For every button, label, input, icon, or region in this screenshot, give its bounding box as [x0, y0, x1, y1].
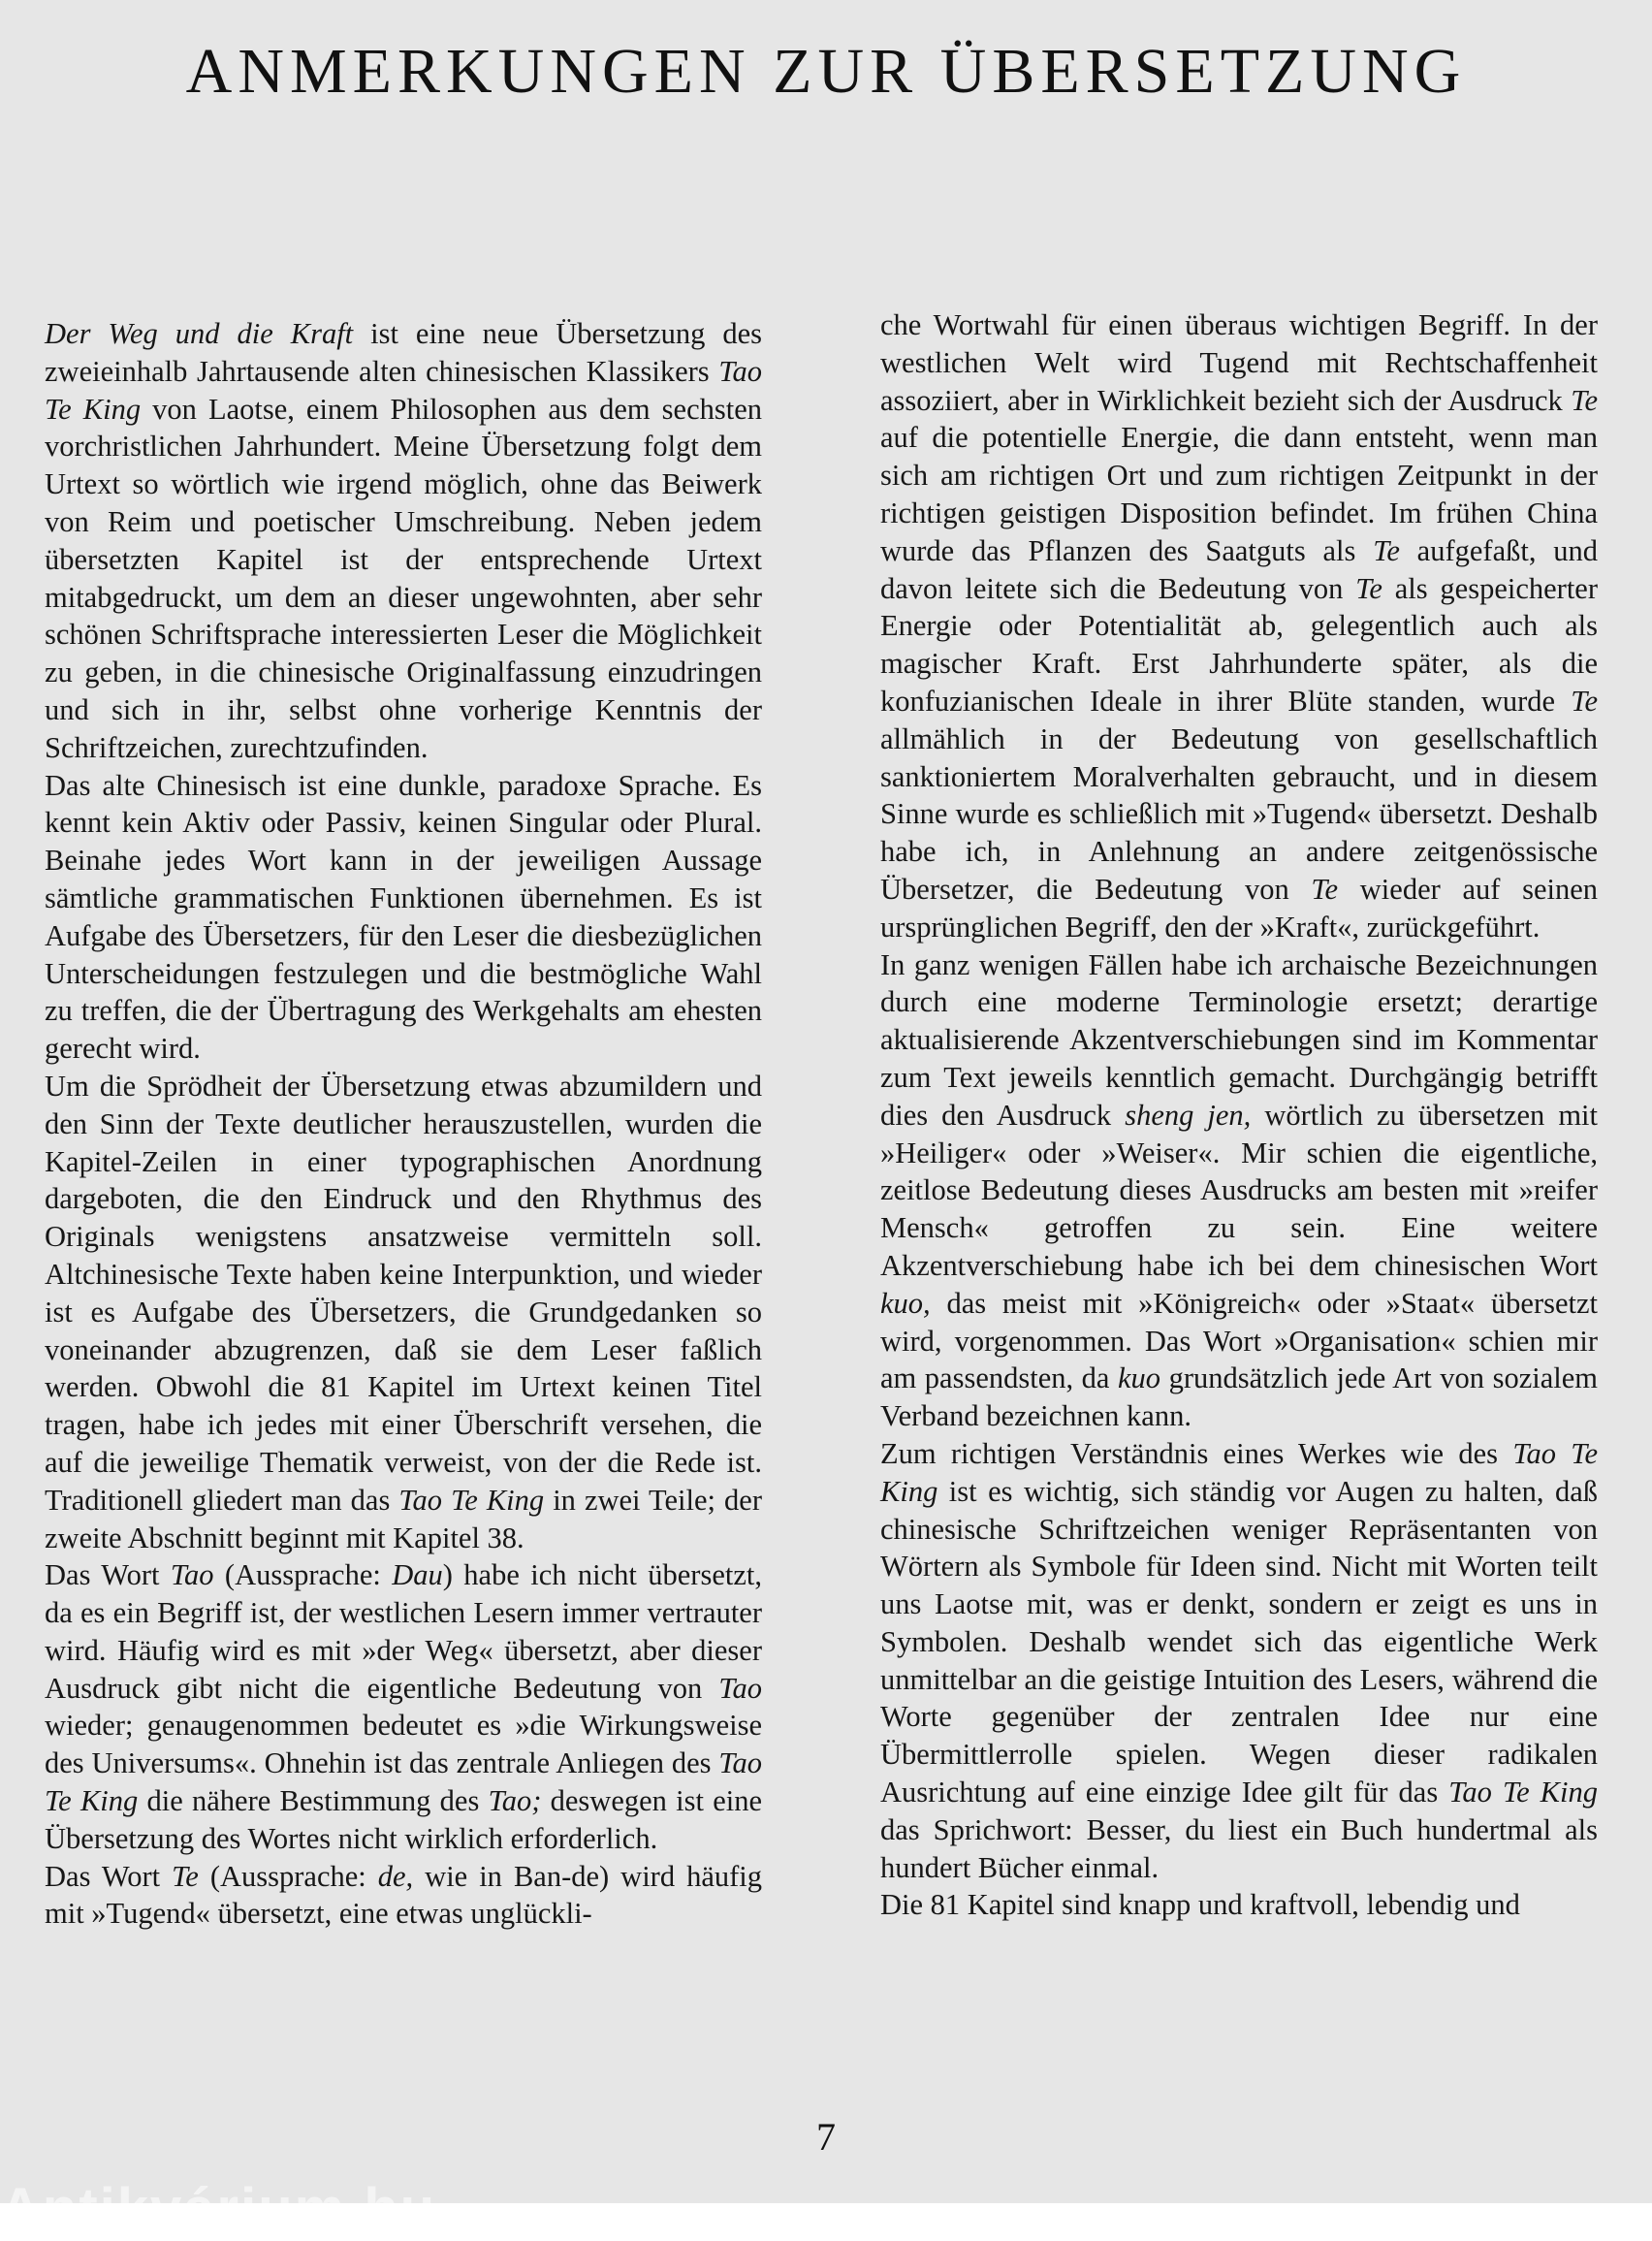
text-run: che Wortwahl für einen überaus wichtigen Begriff. In der westlichen Welt wird Tugend mit Rechtschaffenheit assoziiert, aber in Wirklichkeit bezieht sich der Ausdruck [880, 308, 1598, 417]
text-run: die nähere Bestimmung des [138, 1784, 489, 1818]
italic-text: Tao Te King [1448, 1776, 1598, 1809]
text-run: wie in Ban-de) wird häufig mit »Tugend« übersetzt, eine etwas unglückli- [45, 1859, 762, 1931]
italic-text: de, [377, 1859, 414, 1893]
text-run: von Laotse, einem Philosophen aus dem sechsten vorchristlichen Jahrhundert. Meine Übersetzung folgt dem Urtext so wörtlich wie irgend möglich, ohne das Beiwerk von Reim und poetischer Umschreibung. Neben jedem übersetzten Kapitel ist der entsprechende Urtext mitabgedruckt, um dem an dieser ungewohnten, aber sehr schönen Schriftsprache interessierten Leser die Möglichkeit zu geben, in die chinesische Originalfassung einzudringen und sich in ihr, selbst ohne vorherige Kenntnis der Schriftzeichen, zurechtzufinden. [45, 392, 762, 764]
text-run: ist eine neue Übersetzung des zweieinhalb Jahrtausende alten chinesischen Klassikers [45, 317, 762, 388]
watermark: Antikvárium.hu [0, 2177, 437, 2240]
text-run: grundsätzlich jede Art von sozialem Verband bezeichnen kann. [880, 1361, 1598, 1433]
italic-text: Tao Te King [45, 1746, 762, 1818]
paragraph [45, 1858, 762, 1934]
left-column [45, 315, 762, 1933]
italic-text: Tao Te King [398, 1483, 545, 1517]
italic-text: Te [1311, 872, 1339, 906]
text-run: Das Wort [45, 1558, 171, 1592]
paragraph [880, 946, 1598, 1435]
text-run: deswegen ist eine Übersetzung des Wortes nicht wirklich erforderlich. [45, 1784, 762, 1855]
paragraph [45, 315, 762, 767]
text-run: In ganz wenigen Fällen habe ich archaische Bezeichnungen durch eine moderne Terminologie ersetzt; derartige aktualisierende Akzentverschiebungen sind im Kommentar zum Text jeweils kenntlich gemacht. Durchgängig betrifft dies den Ausdruck [880, 947, 1598, 1132]
italic-text: Tao; [488, 1784, 542, 1818]
text-run: Das Wort [45, 1859, 173, 1893]
right-column [880, 306, 1598, 1924]
text-run: aufgefaßt, und davon leitete sich die Bedeutung von [880, 533, 1598, 605]
italic-text: Der Weg und die Kraft [45, 317, 354, 350]
text-run: Um die Sprödheit der Übersetzung etwas abzumildern und den Sinn der Texte deutlicher herauszustellen, wurden die Kapitel-Zeilen in einer typographischen Anordnung dargeboten, die den Eindruck und den Rhythmus des Originals wenigstens ansatzweise vermitteln soll. Altchinesische Texte haben keine Interpunktion, und wieder ist es Aufgabe des Übersetzers, die Grundgedanken so voneinander abzugrenzen, daß sie dem Leser faßlich werden. Obwohl die 81 Kapitel im Urtext keinen Titel tragen, habe ich jedes mit einer Überschrift versehen, die auf die jeweilige Thematik verweist, von der die Rede ist. Traditionell gliedert man das [45, 1069, 762, 1517]
paragraph [45, 1556, 762, 1857]
paragraph [880, 1435, 1598, 1887]
text-run: das meist mit »Königreich« oder »Staat« übersetzt wird, vorgenommen. Das Wort »Organisation« schien mir am passendsten, da [880, 1286, 1598, 1395]
paragraph [880, 1886, 1598, 1924]
italic-text: Te [1355, 571, 1382, 605]
italic-text: Tao [170, 1558, 214, 1592]
text-run: wörtlich zu übersetzen mit »Heiliger« oder »Weiser«. Mir schien die eigentliche, zeitlose Bedeutung dieses Ausdrucks am besten mit »reifer Mensch« getroffen zu sein. Eine weitere Akzentverschiebung habe ich bei dem chinesischen Wort [880, 1098, 1598, 1282]
text-run: Die 81 Kapitel sind knapp und kraftvoll, lebendig und [880, 1888, 1520, 1922]
paragraph [45, 767, 762, 1068]
italic-text: Tao [718, 1671, 762, 1705]
text-run: wieder auf seinen ursprünglichen Begriff, den der »Kraft«, zurückgeführt. [880, 872, 1598, 944]
text-run: in zwei Teile; der zweite Abschnitt beginnt mit Kapitel 38. [45, 1483, 762, 1554]
text-run: (Aussprache: [213, 1558, 393, 1592]
italic-text: Te [172, 1859, 199, 1893]
italic-text: sheng jen, [1125, 1098, 1252, 1132]
page-number: 7 [816, 2115, 836, 2159]
text-run: ist es wichtig, sich ständig vor Augen zu halten, daß chinesische Schriftzeichen weniger Repräsentanten von Wörtern als Symbole für Ideen sind. Nicht mit Worten teilt uns Laotse mit, was er denkt, sondern er zeigt es uns in Symbolen. Deshalb wendet sich das eigentliche Werk unmittelbar an die geistige Intuition des Lesers, während die Worte gegenüber der zentralen Idee nur eine Übermittlerrolle spielen. Wegen dieser radikalen Ausrichtung auf eine einzige Idee gilt für das [880, 1474, 1598, 1809]
text-run: (Aussprache: [198, 1859, 378, 1893]
text-run: auf die potentielle Energie, die dann entsteht, wenn man sich am richtigen Ort und zum richtigen Zeitpunkt in der richtigen geistigen Disposition befindet. Im frühen China wurde das Pflanzen des Saatguts als [880, 421, 1598, 567]
text-run: wieder; genaugenommen bedeutet es »die Wirkungsweise des Universums«. Ohnehin ist das zentrale Anliegen des [45, 1709, 762, 1780]
italic-text: kuo, [880, 1286, 931, 1320]
text-run: das Sprichwort: Besser, du liest ein Buch hundertmal als hundert Bücher einmal. [880, 1812, 1598, 1884]
paragraph [880, 306, 1598, 946]
text-run: als gespeicherter Energie oder Potentialität ab, gelegentlich auch als magischer Kraft. Erst Jahrhunderte später, als die konfuzianischen Ideale in ihrer Blüte standen, wurde [880, 571, 1598, 718]
paragraph [45, 1068, 762, 1556]
italic-text: Tao Te King [45, 354, 762, 426]
text-run: Zum richtigen Verständnis eines Werkes wie des [880, 1436, 1513, 1470]
italic-text: Te [1571, 684, 1598, 718]
italic-text: Tao Te King [880, 1436, 1598, 1508]
italic-text: kuo [1118, 1361, 1161, 1395]
page-title: ANMERKUNGEN ZUR ÜBERSETZUNG [185, 36, 1467, 107]
text-run: ) habe ich nicht übersetzt, da es ein Begriff ist, der westlichen Lesern immer vertrauter wird. Häufig wird es mit »der Weg« übersetzt, aber dieser Ausdruck gibt nicht die eigentliche Bedeutung von [45, 1558, 762, 1705]
italic-text: Dau [392, 1558, 443, 1592]
text-run: Das alte Chinesisch ist eine dunkle, paradoxe Sprache. Es kennt kein Aktiv oder Passiv, keinen Singular oder Plural. Beinahe jedes Wort kann in der jeweiligen Aussage sämtliche grammatischen Funktionen übernehmen. Es ist Aufgabe des Übersetzers, für den Leser die diesbezüglichen Unterscheidungen festzulegen und die bestmögliche Wahl zu treffen, die der Übertragung des Werkgehalts am ehesten gerecht wird. [45, 768, 762, 1066]
text-run: allmählich in der Bedeutung von gesellschaftlich sanktioniertem Moralverhalten gebraucht, und in diesem Sinne wurde es schließlich mit »Tugend« übersetzt. Deshalb habe ich, in Anlehnung an andere zeitgenössische Übersetzer, die Bedeutung von [880, 721, 1598, 906]
italic-text: Te [1373, 533, 1400, 567]
italic-text: Te [1571, 383, 1598, 417]
